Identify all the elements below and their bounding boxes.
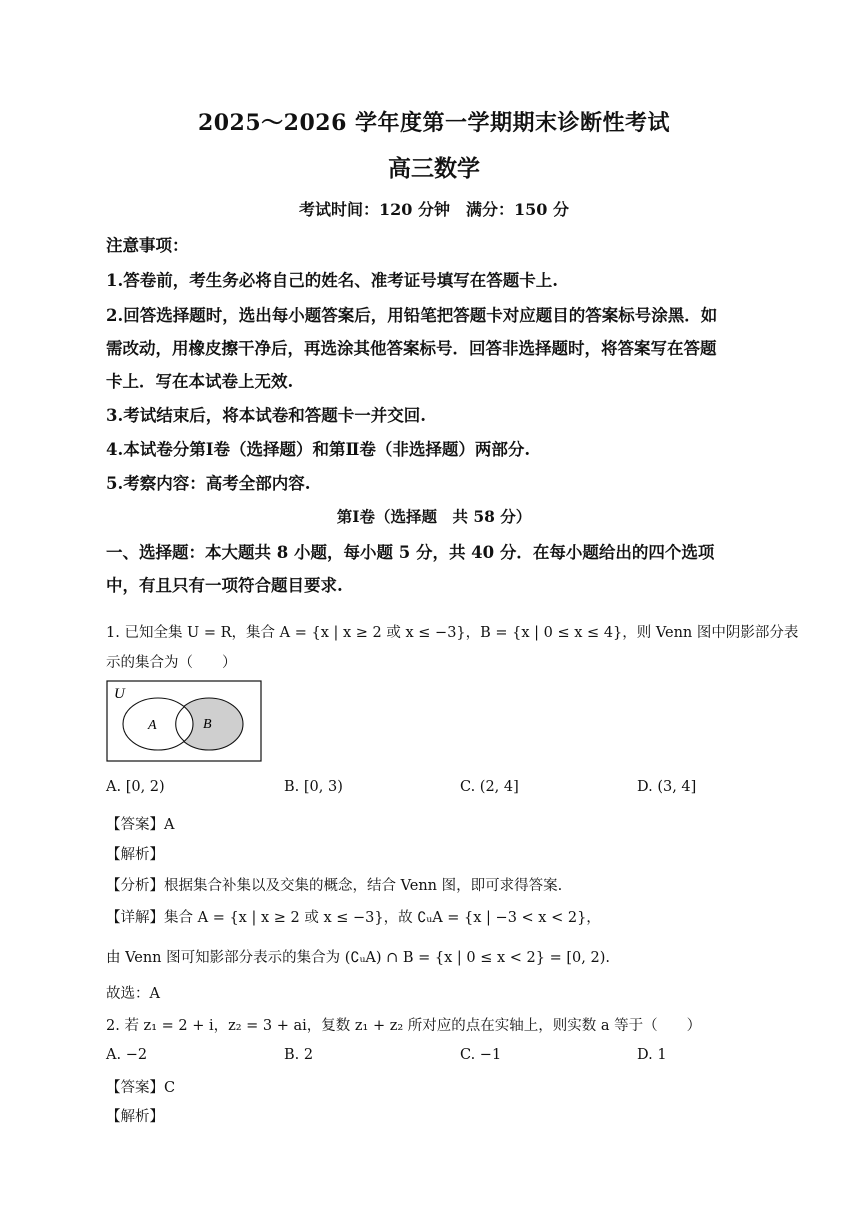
- q2-stem: 2. 若 z₁ = 2 + i，z₂ = 3 + ai，复数 z₁ + z₂ 所对应的点在实轴上，则实数 a 等于（ ）: [106, 1018, 702, 1034]
- q2-answer: 【答案】C: [106, 1080, 176, 1096]
- q1-detail-line-2: 由 Venn 图可知影部分表示的集合为 (∁ᵤA) ∩ B = {x | 0 ≤ x < 2} = [0, 2).: [106, 950, 610, 966]
- q2-option-d: D. 1: [637, 1047, 667, 1063]
- venn-label-u: U: [114, 686, 125, 702]
- venn-label-a: A: [148, 718, 157, 733]
- q1-option-b: B. [0, 3): [284, 779, 343, 795]
- q1-stem-line-1: 1. 已知全集 U = R，集合 A = {x | x ≥ 2 或 x ≤ −3}，B = {x | 0 ≤ x ≤ 4}，则 Venn 图中阴影部分表: [106, 625, 799, 641]
- q1-detail-line-1: 【详解】集合 A = {x | x ≥ 2 或 x ≤ −3}，故 ∁ᵤA = {x | −3 < x < 2}，: [106, 910, 601, 926]
- exam-subject: 高三数学: [388, 155, 480, 182]
- q1-analysis-label: 【解析】: [106, 847, 164, 863]
- q2-option-a: A. −2: [106, 1047, 148, 1063]
- note-2-line-1: 2.回答选择题时，选出每小题答案后，用铅笔把答题卡对应题目的答案标号涂黑．如: [106, 306, 718, 325]
- section-1-intro-line-1: 一、选择题：本大题共 8 小题，每小题 5 分，共 40 分．在每小题给出的四个选项: [106, 543, 715, 562]
- exam-title: 2025～2026 学年度第一学期期末诊断性考试: [197, 110, 671, 136]
- note-2-line-3: 卡上．写在本试卷上无效.: [106, 372, 294, 391]
- section-1-title: 第Ⅰ卷（选择题 共 58 分）: [336, 507, 532, 526]
- note-1: 1.答卷前，考生务必将自己的姓名、准考证号填写在答题卡上.: [106, 271, 558, 290]
- note-4: 4.本试卷分第Ⅰ卷（选择题）和第Ⅱ卷（非选择题）两部分.: [106, 440, 531, 459]
- q1-option-a: A. [0, 2): [106, 779, 165, 795]
- notes-heading: 注意事项：: [106, 236, 189, 255]
- note-3: 3.考试结束后，将本试卷和答题卡一并交回.: [106, 406, 426, 425]
- note-2-line-2: 需改动，用橡皮擦干净后，再选涂其他答案标号．回答非选择题时，将答案写在答题: [106, 339, 717, 358]
- q1-stem-line-2: 示的集合为（ ）: [106, 655, 237, 671]
- section-1-intro-line-2: 中，有且只有一项符合题目要求.: [106, 576, 343, 595]
- venn-diagram: [106, 680, 262, 762]
- q2-option-b: B. 2: [284, 1047, 314, 1063]
- q1-choose: 故选：A: [106, 986, 160, 1002]
- venn-label-b: B: [203, 717, 212, 732]
- q1-answer: 【答案】A: [106, 817, 175, 833]
- q2-option-c: C. −1: [460, 1047, 502, 1063]
- q1-analysis: 【分析】根据集合补集以及交集的概念，结合 Venn 图，即可求得答案.: [106, 878, 563, 894]
- q1-option-c: C. (2, 4]: [460, 779, 519, 795]
- exam-info: 考试时间：120 分钟 满分：150 分: [299, 200, 569, 219]
- q1-option-d: D. (3, 4]: [637, 779, 697, 795]
- set-a-circle: [123, 698, 193, 750]
- q2-analysis-label: 【解析】: [106, 1109, 164, 1125]
- note-5: 5.考察内容：高考全部内容.: [106, 474, 311, 493]
